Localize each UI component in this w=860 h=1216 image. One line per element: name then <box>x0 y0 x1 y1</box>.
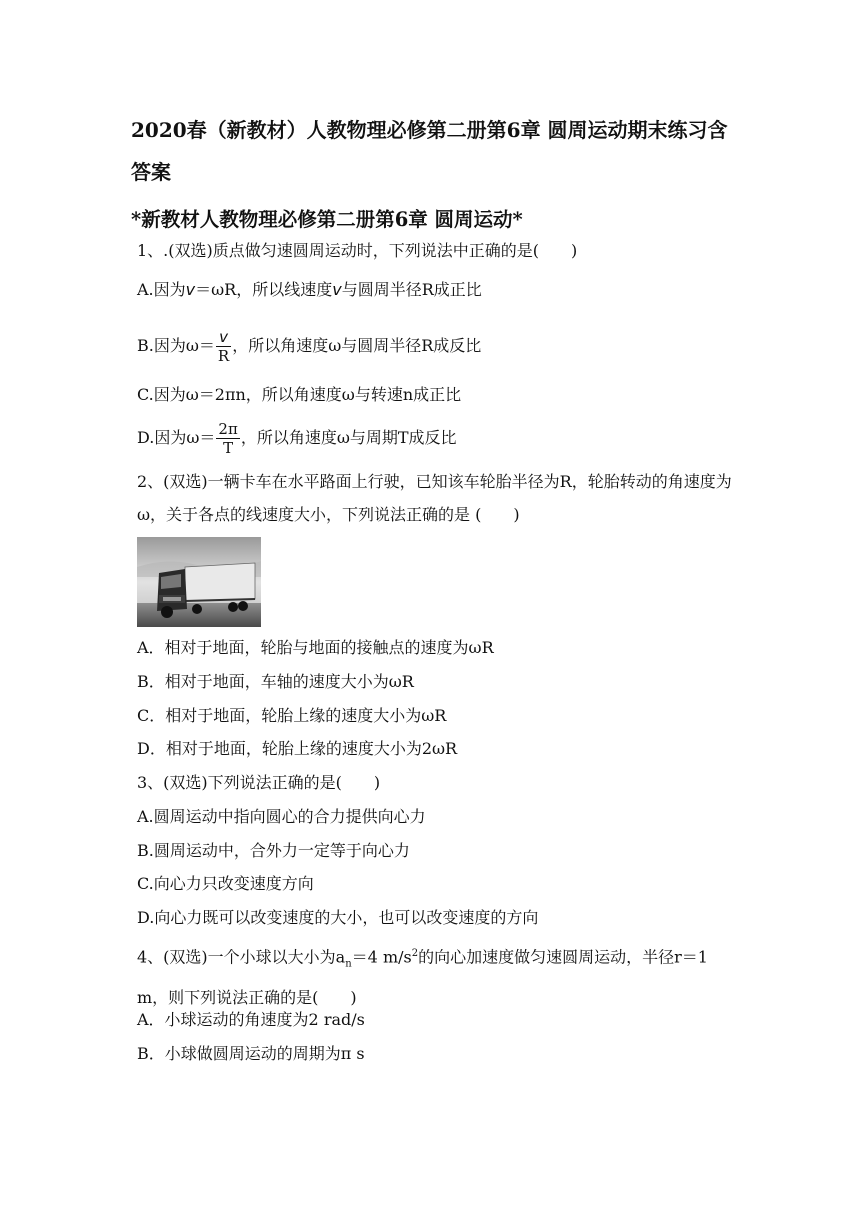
question-2-option-b: B．相对于地面，车轴的速度大小为ωR <box>137 672 414 691</box>
fraction-2pi-over-t: $\frac{2\pi}{T}$ <box>218 420 238 457</box>
question-3-option-b: B.圆周运动中，合外力一定等于向心力 <box>137 841 410 860</box>
question-1-option-c: C.因为ω＝2πn，所以角速度ω与转速n成正比 <box>137 385 462 404</box>
document-title-line-2: 答案 <box>131 160 171 184</box>
question-1-stem: 1、.(双选)质点做匀速圆周运动时，下列说法中正确的是( ) <box>137 241 578 260</box>
fraction-v-over-r: $\frac{v}{R}$ <box>217 328 230 365</box>
question-3-stem: 3、(双选)下列说法正确的是( ) <box>137 773 381 792</box>
truck-photo <box>137 537 261 627</box>
question-1-option-b: B.因为ω＝ $\frac{v}{R}$ ，所以角速度ω与圆周半径R成反比 <box>137 328 482 365</box>
question-2-stem: 2、(双选)一辆卡车在水平路面上行驶，已知该车轮胎半径为R，轮胎转动的角速度为ω，关于各点的线速度大小，下列说法正确的是 ( ) <box>137 472 732 524</box>
question-2-option-a: A．相对于地面，轮胎与地面的接触点的速度为ωR <box>137 638 494 657</box>
question-4-option-a: A．小球运动的角速度为2 rad/s <box>137 1010 365 1029</box>
question-1-option-a: A.因为v＝ωR，所以线速度v与圆周半径R成正比 <box>137 280 482 299</box>
question-3-option-d: D.向心力既可以改变速度的大小，也可以改变速度的方向 <box>137 908 539 927</box>
question-3-option-a: A.圆周运动中指向圆心的合力提供向心力 <box>137 807 426 826</box>
section-subtitle: *新教材人教物理必修第二册第6章 圆周运动* <box>131 208 523 231</box>
document-title-line-1: 2020春（新教材）人教物理必修第二册第6章 圆周运动期末练习含 <box>131 118 728 142</box>
question-4-option-b: B．小球做圆周运动的周期为π s <box>137 1044 365 1063</box>
question-4-stem: 4、(双选)一个小球以大小为$a_n=4$ $m/s^2$的向心加速度做匀速圆周运动，半径r＝1 m，则下列说法正确的是( ) <box>137 947 708 1007</box>
question-3-option-c: C.向心力只改变速度方向 <box>137 874 314 893</box>
question-1-option-d: D.因为ω＝ $\frac{2\pi}{T}$ ，所以角速度ω与周期T成反比 <box>137 420 457 457</box>
question-2-option-c: C．相对于地面，轮胎上缘的速度大小为ωR <box>137 706 447 725</box>
question-2-option-d: D．相对于地面，轮胎上缘的速度大小为2ωR <box>137 739 458 758</box>
